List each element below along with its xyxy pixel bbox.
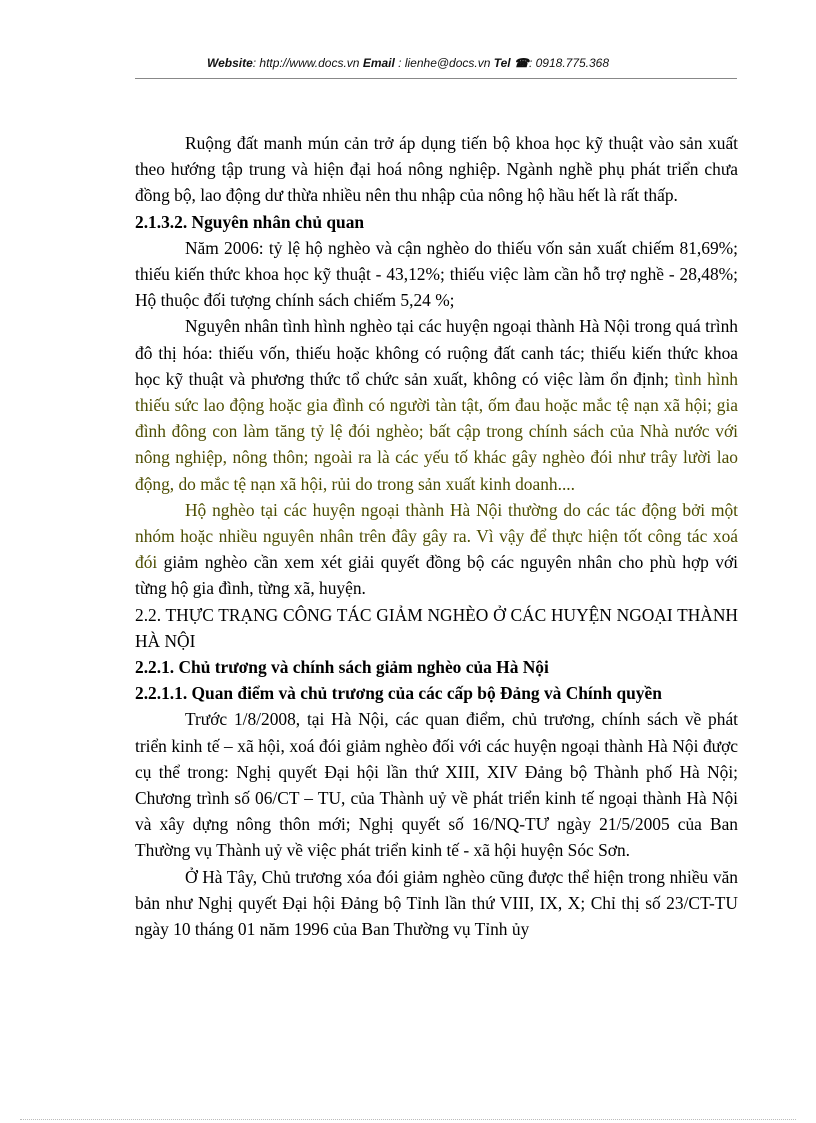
heading-policies: 2.2.1. Chủ trương và chính sách giảm nghèo của Hà Nội bbox=[135, 657, 549, 678]
poverty-causes-part1: Nguyên nhân tình hình nghèo tại các huyện ngoại thành Hà Nội trong quá trình đô thị hóa: thiếu vốn, thiếu hoặc không có ruộng đất canh tác; thiếu kiến thức khoa học kỹ thuật và phương thức tổ chức sản xuất, không có việc làm ổn định; bbox=[135, 316, 738, 389]
paragraph-2006-statistics: Năm 2006: tỷ lệ hộ nghèo và cận nghèo do thiếu vốn sản xuất chiếm 81,69%; thiếu kiến thức khoa học kỹ thuật - 43,12%; thiếu việc làm cần hỗ trợ nghề - 28,48%; Hộ thuộc đối tượng chính sách chiếm 5,24 %; bbox=[135, 237, 738, 311]
website-value: : http://www.docs.vn bbox=[252, 56, 360, 70]
poor-households-part2: giảm nghèo cần xem xét giải quyết đồng bộ các nguyên nhân cho phù hợp với từng hộ gia đình, từng xã, huyện. bbox=[135, 552, 738, 599]
phone-icon: ☎ bbox=[514, 56, 529, 70]
paragraph-land-fragmentation: Ruộng đất manh mún cản trở áp dụng tiến bộ khoa học kỹ thuật vào sản xuất theo hướng tập trung và hiện đại hoá nông nghiệp. Ngành nghề phụ phát triển chưa đồng bộ, lao động dư thừa nhiều nên thu nhập của nông hộ hầu hết là rất thấp. bbox=[135, 133, 738, 206]
tel-value: : 0918.775.368 bbox=[528, 56, 610, 70]
paragraph-poor-households bbox=[135, 497, 738, 602]
page-header bbox=[0, 56, 816, 70]
website-label: Website bbox=[206, 56, 253, 70]
document-body bbox=[135, 130, 738, 942]
section-title-poverty-status: 2.2. THỰC TRẠNG CÔNG TÁC GIẢM NGHÈO Ở CÁC HUYỆN NGOẠI THÀNH HÀ NỘI bbox=[135, 604, 738, 651]
paragraph-poverty-causes bbox=[135, 313, 738, 496]
paragraph-hatay-policies: Ở Hà Tây, Chủ trương xóa đói giảm nghèo cũng được thể hiện trong nhiều văn bản như Nghị quyết Đại hội Đảng bộ Tỉnh lần thứ VIII, IX, X; Chỉ thị số 23/CT-TU ngày 10 tháng 01 năm 1996 của Ban Thường vụ Tỉnh ủy bbox=[135, 866, 738, 940]
paragraph-hanoi-policies: Trước 1/8/2008, tại Hà Nội, các quan điểm, chủ trương, chính sách về phát triển kinh tế – xã hội, xoá đói giảm nghèo đối với các huyện ngoại thành Hà Nội được cụ thể trong: Nghị quyết Đại hội lần thứ XIII, XIV Đảng bộ Thành phố Hà Nội; Chương trình số 06/CT – TU, của Thành uỷ về phát triển kinh tế ngoại thành Hà Nội và xây dựng nông thôn mới; Nghị quyết số 16/NQ-TƯ ngày 21/5/2005 của Ban Thường vụ Thành uỷ về việc phát triển kinh tế - xã hội huyện Sóc Sơn. bbox=[135, 709, 738, 861]
email-label: Email bbox=[362, 56, 395, 70]
poverty-causes-part2: tình hình thiếu sức lao động hoặc gia đình có người tàn tật, ốm đau hoặc mắc tệ nạn xã hội; gia đình đông con làm tăng tỷ lệ đói nghèo; bất cập trong chính sách của Nhà nước với nông nghiệp, nông thôn; ngoài ra là các yếu tố khác gây nghèo đói như trây lười lao động, do mắc tệ nạn xã hội, rủi do trong sản xuất kinh doanh.... bbox=[135, 368, 738, 494]
footer-divider bbox=[20, 1119, 796, 1120]
heading-viewpoints: 2.2.1.1. Quan điểm và chủ trương của các cấp bộ Đảng và Chính quyền bbox=[135, 683, 662, 704]
email-value: : lienhe@docs.vn bbox=[398, 56, 491, 70]
poor-households-part1: Hộ nghèo tại các huyện ngoại thành Hà Nội thường do các tác động bởi một nhóm hoặc nhiều nguyên nhân trên đây gây ra. Vì vậy để thực hiện tốt công tác xoá đói bbox=[135, 499, 738, 573]
tel-label: Tel bbox=[493, 56, 511, 70]
heading-subjective-causes: 2.1.3.2. Nguyên nhân chủ quan bbox=[135, 211, 365, 232]
header-divider bbox=[135, 78, 737, 79]
